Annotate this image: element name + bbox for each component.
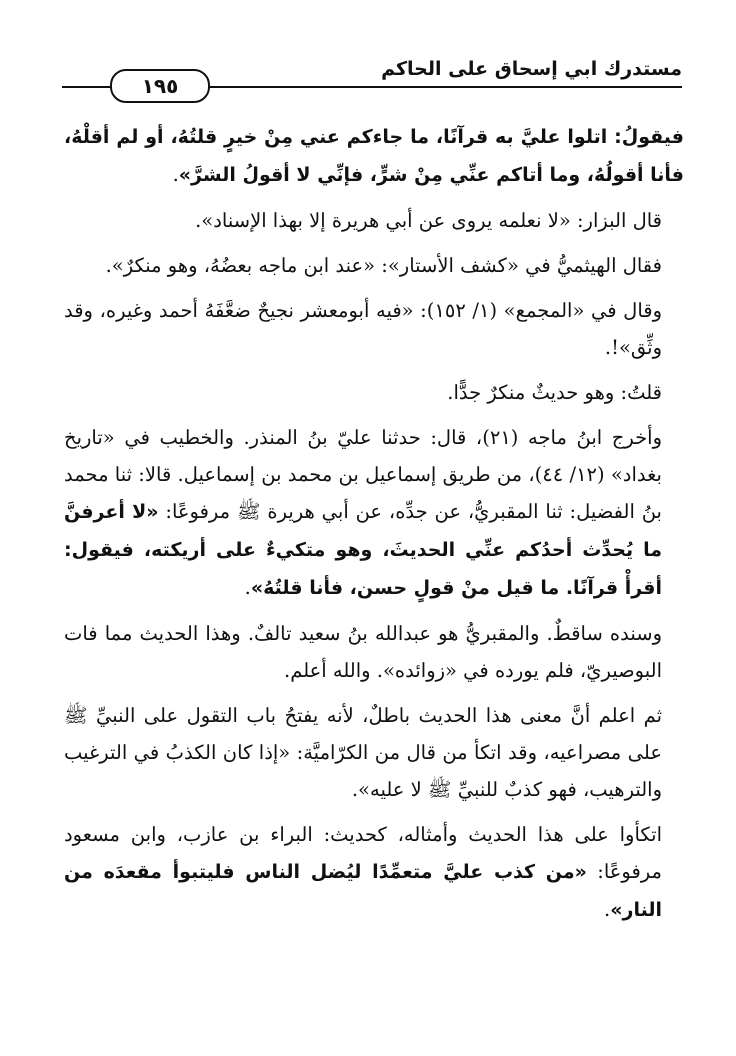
paragraph-text: وسنده ساقطٌ. والمقبريُّ هو عبدالله بنُ سعيد تالفٌ. وهذا الحديث مما فات البوصيريّ، فلم يورده في «زوائده». والله أعلم.: [64, 622, 662, 682]
paragraph: [64, 374, 684, 411]
paragraph-text: .: [244, 576, 251, 599]
paragraph-text: فقال الهيثميُّ في «كشف الأستار»: «عند ابن ماجه بعضُهُ، وهو منكرٌ».: [105, 254, 662, 277]
body-text: [64, 118, 684, 937]
paragraph-text: وقال في «المجمع» (١/ ١٥٢): «فيه أبومعشر نجيحٌ ضعَّفَهُ أحمد وغيره، وقد وثِّق»!.: [64, 299, 663, 359]
quoted-hadith-text: فيقولُ: اتلوا عليَّ به قرآنًا، ما جاءكم عني مِنْ خيرٍ قلتُهُ، أو لم أقلْهُ، فأنا أقولُهُ، وما أتاكم عنِّي مِنْ شرٍّ، فإنِّي لا أقولُ الشرَّ»: [64, 126, 684, 186]
page-header: [62, 40, 682, 100]
paragraph: [64, 615, 684, 689]
running-title: مستدرك ابي إسحاق على الحاكم: [381, 58, 682, 80]
quoted-hadith-text: «من كذب عليَّ متعمِّدًا ليُضل الناس فليتبوأ مقعدَه من النار»: [64, 861, 662, 921]
paragraph: [64, 816, 684, 929]
page-number: ١٩٥: [110, 69, 210, 103]
paragraph-text: .: [604, 898, 611, 921]
paragraph: [64, 202, 684, 239]
paragraph-text: قال البزار: «لا نعلمه يروى عن أبي هريرة إلا بهذا الإسناد».: [195, 209, 662, 232]
paragraph: [64, 697, 684, 808]
paragraph-text: .: [172, 163, 179, 186]
paragraph: [64, 118, 684, 194]
paragraph: [64, 292, 684, 366]
paragraph-text: وأخرج ابنُ ماجه (٢١)، قال: حدثنا عليّ بنُ المنذر. والخطيب في «تاريخ بغداد» (١٢/ ٤٤)، من طريق إسماعيل بن محمد بن إسماعيل. قالا: ثنا محمد بنُ الفضيل: ثنا المقبريُّ، عن جدِّه، عن أبي هريرة ﷺ مرفوعًا:: [64, 426, 662, 523]
paragraph-text: ثم اعلم أنَّ معنى هذا الحديث باطلٌ، لأنه يفتحُ باب التقول على النبيِّ ﷺ على مصراعيه، وقد اتكأ من قال من الكرّاميَّة: «إذا كان الكذبُ في الترغيب والترهيب، فهو كذبٌ للنبيِّ ﷺ لا عليه».: [64, 704, 662, 801]
paragraph: [64, 247, 684, 284]
paragraph-text: قلتُ: وهو حديثٌ منكرٌ جدًّا.: [447, 381, 662, 404]
paragraph-text: اتكأوا على هذا الحديث وأمثاله، كحديث: البراء بن عازب، وابن مسعود مرفوعًا:: [64, 823, 662, 883]
quoted-hadith-text: «لا أعرفنَّ ما يُحدِّث أحدُكم عنِّي الحديثَ، وهو متكيءٌ على أريكته، فيقول: أقرأْ قرآنًا. ما قيل منْ قولٍ حسن، فأنا قلتُهُ»: [64, 501, 662, 599]
paragraph: [64, 419, 684, 607]
